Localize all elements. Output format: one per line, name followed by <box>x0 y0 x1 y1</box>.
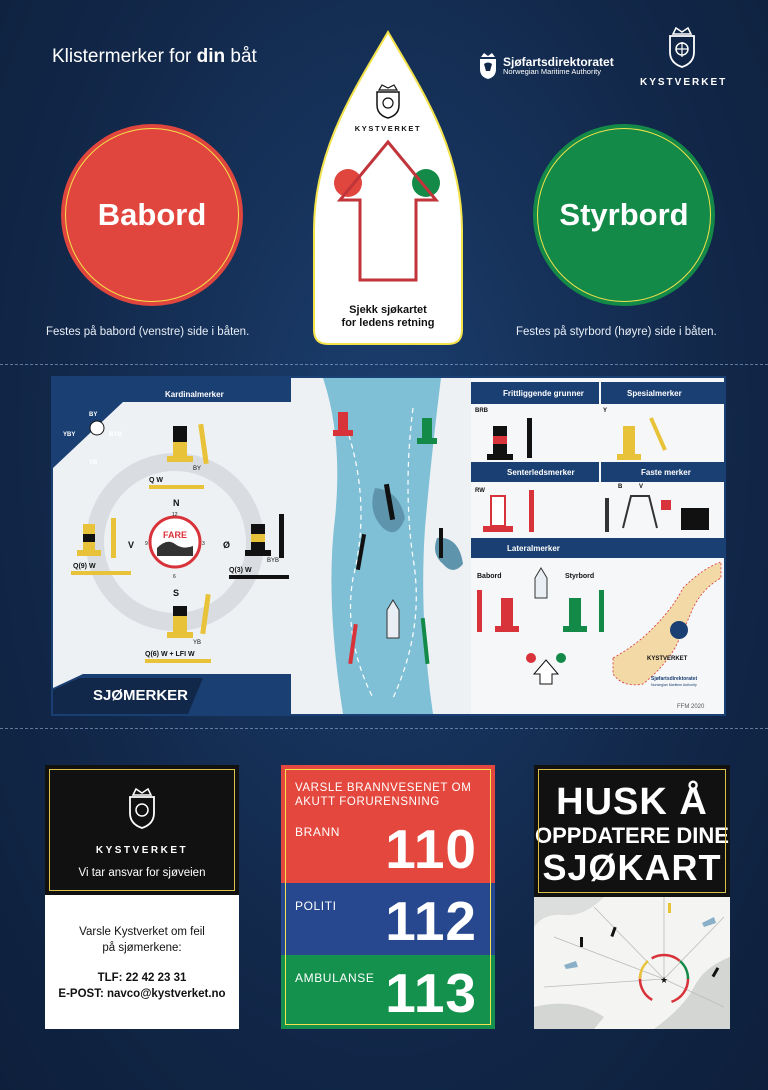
nautical-chart-illustration <box>534 897 730 1029</box>
babord-caption: Festes på babord (venstre) side i båten. <box>46 326 250 338</box>
svg-text:Y: Y <box>603 408 608 414</box>
svg-text:Norwegian Maritime Authority: Norwegian Maritime Authority <box>651 683 697 687</box>
ambulanse-number: 113 <box>385 962 477 1024</box>
husk-line2: OPPDATERE DINE <box>535 823 729 848</box>
boat-logo-text: KYSTVERKET <box>354 124 422 133</box>
babord-label: Babord <box>97 197 207 232</box>
senterled-title: Senterledsmerker <box>507 468 575 477</box>
svg-text:12: 12 <box>172 512 178 518</box>
svg-text:3: 3 <box>202 541 205 547</box>
ambulanse-label: AMBULANSE <box>295 971 375 985</box>
emergency-card <box>281 765 495 1029</box>
svg-text:9: 9 <box>145 541 148 547</box>
svg-text:BRB: BRB <box>475 408 488 414</box>
page-title: Klistermerker for din båt <box>52 46 257 67</box>
chart-code: FFM 2020 <box>677 704 705 710</box>
email-address: E-POST: navco@kystverket.no <box>58 987 226 1000</box>
svg-text:Styrbord: Styrbord <box>565 573 595 580</box>
svg-text:YB: YB <box>193 640 202 646</box>
kystverket-contact <box>45 971 239 1002</box>
kystverket-card <box>45 765 239 1029</box>
svg-text:BY: BY <box>193 466 202 472</box>
svg-text:B: B <box>618 484 623 490</box>
east-label: Ø <box>223 540 231 550</box>
kystverket-card-name: KYSTVERKET <box>95 845 189 856</box>
svg-text:Babord: Babord <box>477 573 502 580</box>
phone-number: TLF: 22 42 23 31 <box>97 972 187 984</box>
spesial-title: Spesialmerker <box>627 389 682 398</box>
faste-title: Faste merker <box>641 468 691 477</box>
svg-text:YBY: YBY <box>63 432 76 438</box>
husk-line3: SJØKART <box>542 847 722 888</box>
kystverket-message: Varsle Kystverket om feil på sjømerkene: <box>79 926 205 954</box>
crown-shield-icon <box>478 52 498 80</box>
emergency-heading: VARSLE BRANNVESENET OM AKUTT FORURENSNING <box>295 782 472 809</box>
kystverket-logo <box>640 26 728 88</box>
kardinal-title: Kardinalmerker <box>165 390 224 399</box>
green-dot-icon <box>412 169 440 197</box>
sjofart-sub: Norwegian Maritime Authority <box>503 66 601 76</box>
kystverket-motto: Vi tar ansvar for sjøveien <box>78 867 206 879</box>
red-dot-icon <box>334 169 362 197</box>
boat-sticker <box>312 30 464 346</box>
svg-text:6: 6 <box>173 574 176 580</box>
fare-label: FARE <box>163 530 188 540</box>
svg-text:BY: BY <box>89 412 98 418</box>
husk-card-header <box>534 765 730 897</box>
svg-text:BYB: BYB <box>267 558 280 564</box>
divider-top <box>0 364 768 365</box>
svg-text:★: ★ <box>660 975 669 985</box>
kystverket-crest-icon <box>127 787 157 829</box>
babord-sticker <box>61 124 243 306</box>
husk-card <box>534 765 730 1029</box>
north-label: N <box>173 498 180 508</box>
brann-number: 110 <box>385 818 477 880</box>
styrbord-caption: Festes på styrbord (høyre) side i båten. <box>516 326 717 338</box>
sjomerker-illustration <box>53 378 724 714</box>
politi-label: POLITI <box>295 899 337 913</box>
frittliggende-title: Frittliggende grunner <box>503 389 584 398</box>
sjofart-name: Sjøfartsdirektoratet <box>503 54 614 69</box>
sjomerker-title: SJØMERKER <box>93 687 189 704</box>
brann-label: BRANN <box>295 825 341 839</box>
south-label: S <box>173 588 180 598</box>
west-label: V <box>128 540 135 550</box>
divider-bottom <box>0 728 768 729</box>
kystverket-crest-icon <box>667 26 697 68</box>
kystverket-wordmark: KYSTVERKET <box>640 77 728 88</box>
politi-number: 112 <box>385 890 477 952</box>
boat-instruction: Sjekk sjøkartet for ledens retning <box>341 304 435 329</box>
svg-text:Q W: Q W <box>149 477 163 484</box>
styrbord-label: Styrbord <box>559 197 689 232</box>
lateral-title: Lateralmerker <box>507 544 560 553</box>
styrbord-sticker <box>533 124 715 306</box>
svg-text:Q(9) W: Q(9) W <box>73 563 96 570</box>
kystverket-card-header <box>45 765 239 895</box>
svg-text:BYB: BYB <box>109 432 122 438</box>
svg-text:Q(6) W + LFI W: Q(6) W + LFI W <box>145 651 195 658</box>
sjofartsdirektoratet-logo <box>478 52 614 80</box>
svg-text:KYSTVERKET: KYSTVERKET <box>647 656 688 662</box>
svg-text:Sjøfartsdirektoratet: Sjøfartsdirektoratet <box>651 676 698 682</box>
svg-text:YB: YB <box>89 460 98 466</box>
svg-text:V: V <box>639 484 644 490</box>
sjomerker-chart <box>51 376 726 716</box>
husk-line1: HUSK Å <box>556 781 708 823</box>
svg-text:RW: RW <box>475 488 485 494</box>
svg-text:Q(3) W: Q(3) W <box>229 567 252 574</box>
